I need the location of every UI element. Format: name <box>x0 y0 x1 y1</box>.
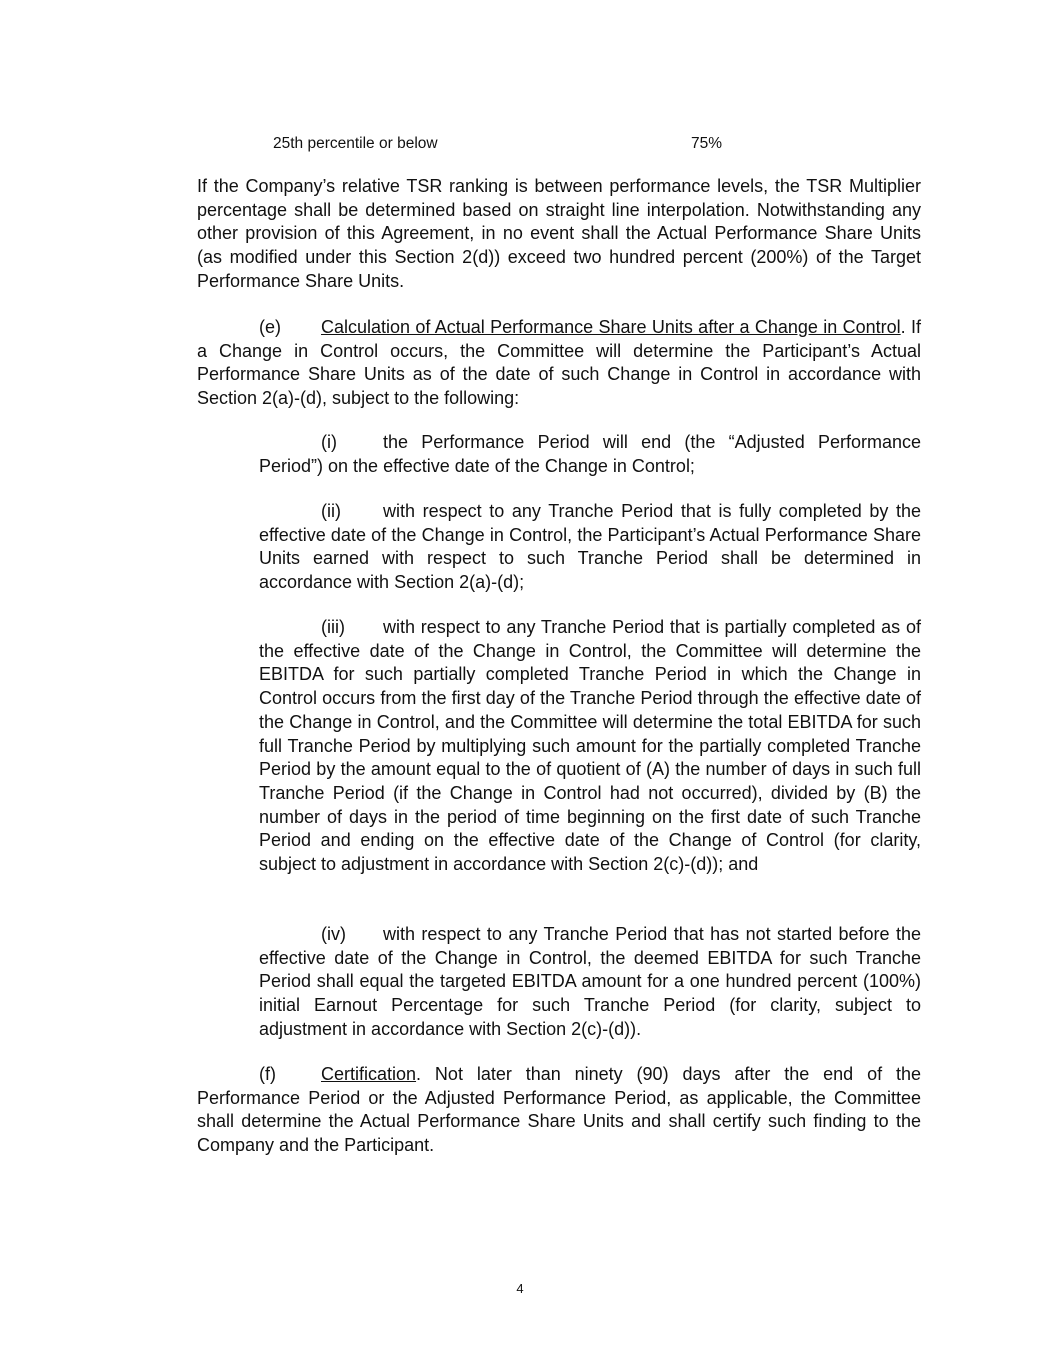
list-item <box>259 616 921 877</box>
list-item-label: (i) <box>321 432 337 452</box>
section-f-label: (f) <box>259 1064 276 1084</box>
list-item <box>259 923 921 1042</box>
section-e-text: If a Change in Control occurs, the Committee will determine the Participant’s Actual Performance Share Units as of the date of such Change in Control in accordance with Section 2(a)-(d), subject to the following: <box>197 317 921 409</box>
list-item-text: with respect to any Tranche Period that is partially completed as of the effective date of the Change in Control, the Committee will determine the EBITDA for such partially completed Tranche Period in which the Change in Control occurs from the first day of the Tranche Period through the effective date of the Change in Control, and the Committee will determine the total EBITDA for such full Tranche Period by multiplying such amount for the partially completed Tranche Period by the amount equal to the of quotient of (A) the number of days in such full Tranche Period (if the Change in Control had not occurred), divided by (B) the number of days in the period of time beginning on the first date of such Tranche Period and ending on the effective date of the Change of Control (for clarity, subject to adjustment in accordance with Section 2(c)-(d)); and <box>259 617 921 875</box>
list-item <box>259 500 921 595</box>
list-item-label: (iv) <box>321 924 346 944</box>
list-item-label: (ii) <box>321 501 341 521</box>
list-item <box>259 431 921 478</box>
list-item-text: with respect to any Tranche Period that has not started before the effective date of the Change in Control, the deemed EBITDA for such Tranche Period shall equal the targeted EBITDA amount for a one hundred percent (100%) initial Earnout Percentage for such Tranche Period (for clarity, subject to adjustment in accordance with Section 2(c)-(d)). <box>259 924 921 1039</box>
list-item-text: with respect to any Tranche Period that is fully completed by the effective date of the Change in Control, the Participant’s Actual Performance Share Units earned with respect to such Tranche Period shall be determined in accordance with Section 2(a)-(d); <box>259 501 921 593</box>
table-cell-multiplier: 75% <box>691 135 723 152</box>
section-f-heading: Certification <box>321 1064 417 1084</box>
section-e: (e) Calculation of Actual Performance Share Units after a Change in Control. If a Change in Control occurs, the Committee will determine the Participant’s Actual Performance Share Units as of the date of such Change in Control in accordance with Section 2(a)-(d), subject to the following: <box>197 317 921 409</box>
section-e-label: (e) <box>259 317 281 337</box>
list-item-text: the Performance Period will end (the “Adjusted Performance Period”) on the effective date of the Change in Control; <box>259 432 921 476</box>
page-number: 4 <box>516 1281 524 1296</box>
section-f <box>197 1063 921 1158</box>
list-item-label: (iii) <box>321 617 345 637</box>
table-row <box>273 135 753 155</box>
section-e-heading: Calculation of Actual Performance Share Units after a Change in Control <box>321 317 901 337</box>
table-cell-percentile: 25th percentile or below <box>273 135 438 152</box>
paragraph-tsr-interpolation: If the Company’s relative TSR ranking is between performance levels, the TSR Multiplier percentage shall be determined based on straight line interpolation. Notwithstanding any other provision of this Agreement, in no event shall the Actual Performance Share Units (as modified under this Section 2(d)) exceed two hundred percent (200%) of the Target Performance Share Units. <box>197 176 921 291</box>
section-f-text: . Not later than ninety (90) days after the end of the Performance Period or the Adjusted Performance Period, as applicable, the Committee shall determine the Actual Performance Share Units and shall certify such finding to the Company and the Participant. <box>197 1064 921 1156</box>
